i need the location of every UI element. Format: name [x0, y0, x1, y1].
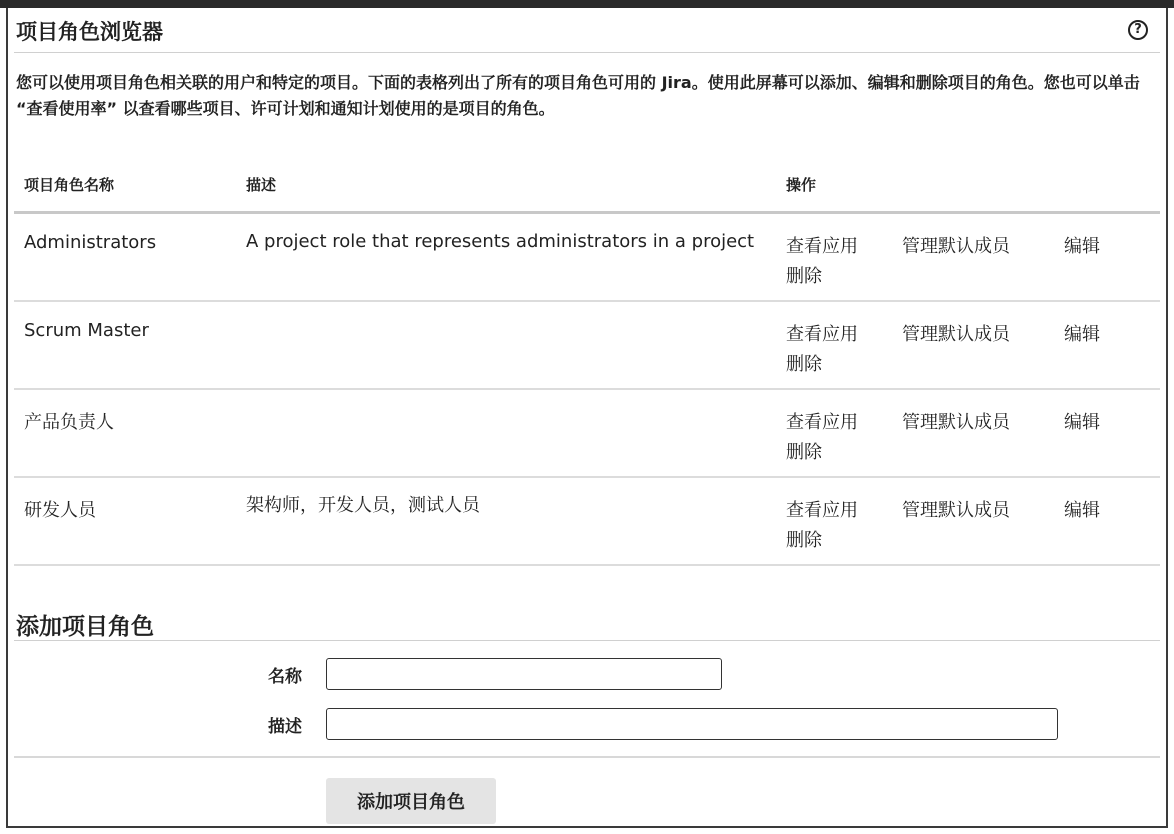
delete-link[interactable]: 删除	[786, 354, 822, 375]
page-title: 项目角色浏览器	[16, 20, 163, 44]
column-header-operations: 操作	[786, 176, 817, 194]
column-header-description: 描述	[246, 176, 277, 194]
view-usage-link[interactable]: 查看应用	[786, 412, 858, 433]
edit-link[interactable]: 编辑	[1064, 500, 1100, 521]
delete-link[interactable]: 删除	[786, 442, 822, 463]
delete-link[interactable]: 删除	[786, 266, 822, 287]
role-name: Administrators	[24, 232, 157, 253]
role-name: Scrum Master	[24, 320, 149, 341]
table-row	[14, 390, 1160, 478]
name-label: 名称	[268, 667, 302, 687]
manage-default-members-link[interactable]: 管理默认成员	[902, 500, 1010, 521]
manage-default-members-link[interactable]: 管理默认成员	[902, 412, 1010, 433]
add-project-role-button[interactable]: 添加项目角色	[326, 778, 496, 824]
manage-default-members-link[interactable]: 管理默认成员	[902, 236, 1010, 257]
section-divider	[14, 640, 1160, 641]
role-name: 研发人员	[24, 500, 96, 521]
column-header-role-name: 项目角色名称	[24, 176, 115, 194]
header-divider	[14, 52, 1160, 53]
edit-link[interactable]: 编辑	[1064, 236, 1100, 257]
role-name: 产品负责人	[24, 412, 114, 433]
edit-link[interactable]: 编辑	[1064, 412, 1100, 433]
delete-link[interactable]: 删除	[786, 530, 822, 551]
help-icon[interactable]: ?	[1128, 20, 1148, 40]
description-label: 描述	[268, 717, 302, 737]
edit-link[interactable]: 编辑	[1064, 324, 1100, 345]
manage-default-members-link[interactable]: 管理默认成员	[902, 324, 1010, 345]
description-input[interactable]	[326, 708, 1058, 740]
view-usage-link[interactable]: 查看应用	[786, 236, 858, 257]
role-description: A project role that represents administrators in a project	[246, 231, 755, 252]
page-description: 您可以使用项目角色相关联的用户和特定的项目。下面的表格列出了所有的项目角色可用的 Jira。使用此屏幕可以添加、编辑和删除项目的角色。您也可以单击 “查看使用率” 以查看哪些项目、许可计划和通知计划使用的是项目的角色。	[16, 73, 1140, 118]
role-description: 架构师，开发人员，测试人员	[246, 495, 480, 516]
table-row	[14, 302, 1160, 390]
view-usage-link[interactable]: 查看应用	[786, 500, 858, 521]
view-usage-link[interactable]: 查看应用	[786, 324, 858, 345]
window-top-strip	[0, 0, 1174, 8]
add-role-section-title: 添加项目角色	[16, 614, 154, 640]
table-row	[14, 478, 1160, 566]
form-divider	[14, 756, 1160, 758]
table-row	[14, 214, 1160, 302]
name-input[interactable]	[326, 658, 722, 690]
